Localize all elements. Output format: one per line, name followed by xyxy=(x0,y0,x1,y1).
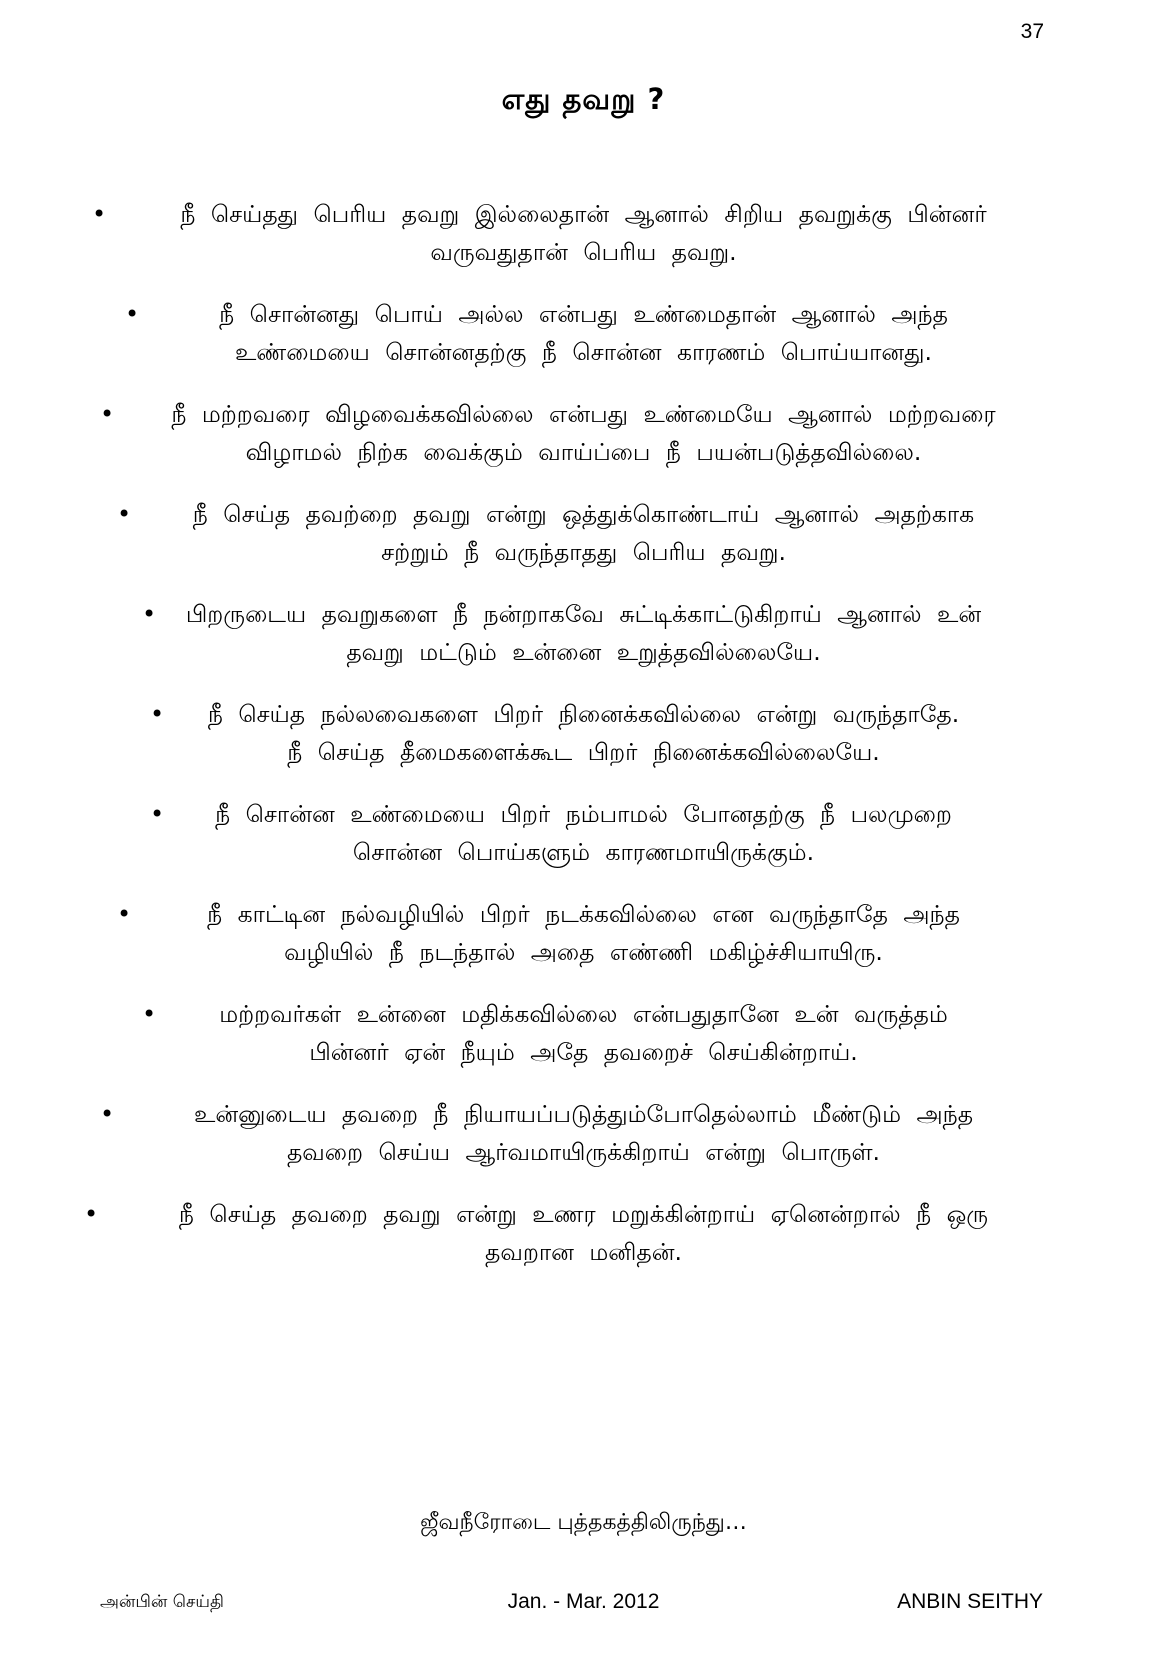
page-number: 37 xyxy=(1020,20,1044,43)
bullet-icon: • xyxy=(117,900,132,928)
footer-magazine-tamil: அன்பின் செய்தி xyxy=(100,1592,224,1612)
list-item-text: உன்னுடைய தவறை நீ நியாயப்படுத்தும்போதெல்லாம் மீண்டும் அந்த தவறை செய்ய ஆர்வமாயிருக்கிறாய் என்று பொருள். xyxy=(194,1100,973,1166)
bullet-icon: • xyxy=(150,800,165,828)
list-item-text: நீ செய்த தவறை தவறு என்று உணர மறுக்கின்றாய் ஏனென்றால் நீ ஒரு தவறான மனிதன். xyxy=(178,1200,989,1266)
bullet-icon: • xyxy=(84,1200,99,1228)
list-item-text: நீ மற்றவரை விழவைக்கவில்லை என்பது உண்மையே ஆனால் மற்றவரை விழாமல் நிற்க வைக்கும் வாய்ப்பை நீ பயன்படுத்தவில்லை. xyxy=(171,400,996,466)
list-item xyxy=(0,895,1167,971)
list-item xyxy=(0,295,1167,371)
bullet-icon: • xyxy=(100,1100,115,1128)
bullet-icon: • xyxy=(142,600,157,628)
list-item-text: நீ செய்த நல்லவைகளை பிறர் நினைக்கவில்லை என்று வருந்தாதே. நீ செய்த தீமைகளைக்கூட பிறர் நினைக்கவில்லையே. xyxy=(207,700,960,766)
page-footer xyxy=(0,1590,1167,1620)
list-item-text: நீ செய்த தவற்றை தவறு என்று ஒத்துக்கொண்டாய் ஆனால் அதற்காக சற்றும் நீ வருந்தாதது பெரிய தவறு. xyxy=(192,500,975,566)
list-item-text: நீ செய்தது பெரிய தவறு இல்லைதான் ஆனால் சிறிய தவறுக்கு பின்னர் வருவதுதான் பெரிய தவறு. xyxy=(180,200,987,266)
source-note: ஜீவநீரோடை புத்தகத்திலிருந்து… xyxy=(420,1510,747,1535)
list-item xyxy=(0,995,1167,1071)
bullet-list xyxy=(0,195,1167,1295)
list-item-text: மற்றவர்கள் உன்னை மதிக்கவில்லை என்பதுதானே உன் வருத்தம் பின்னர் ஏன் நீயும் அதே தவறைச் செய்கின்றாய். xyxy=(219,1000,948,1066)
bullet-icon: • xyxy=(150,700,165,728)
footer-magazine-name: ANBIN SEITHY xyxy=(897,1590,1043,1613)
bullet-icon: • xyxy=(117,500,132,528)
list-item-text: நீ காட்டின நல்வழியில் பிறர் நடக்கவில்லை என வருந்தாதே அந்த வழியில் நீ நடந்தால் அதை எண்ணி மகிழ்ச்சியாயிரு. xyxy=(207,900,960,966)
list-item xyxy=(0,195,1167,271)
bullet-icon: • xyxy=(92,200,107,228)
list-item xyxy=(0,495,1167,571)
page-title: எது தவறு ? xyxy=(501,82,666,116)
list-item xyxy=(0,795,1167,871)
list-item xyxy=(0,1195,1167,1271)
bullet-icon: • xyxy=(125,300,140,328)
list-item xyxy=(0,595,1167,671)
list-item xyxy=(0,395,1167,471)
list-item-text: நீ சொன்ன உண்மையை பிறர் நம்பாமல் போனதற்கு நீ பலமுறை சொன்ன பொய்களும் காரணமாயிருக்கும். xyxy=(215,800,952,866)
bullet-icon: • xyxy=(100,400,115,428)
list-item xyxy=(0,1095,1167,1171)
list-item-text: பிறருடைய தவறுகளை நீ நன்றாகவே சுட்டிக்காட்டுகிறாய் ஆனால் உன் தவறு மட்டும் உன்னை உறுத்தவில்லையே. xyxy=(185,600,982,666)
bullet-icon: • xyxy=(142,1000,157,1028)
footer-issue-date: Jan. - Mar. 2012 xyxy=(507,1590,660,1613)
list-item xyxy=(0,695,1167,771)
list-item-text: நீ சொன்னது பொய் அல்ல என்பது உண்மைதான் ஆனால் அந்த உண்மையை சொன்னதற்கு நீ சொன்ன காரணம் பொய்யானது. xyxy=(219,300,948,366)
